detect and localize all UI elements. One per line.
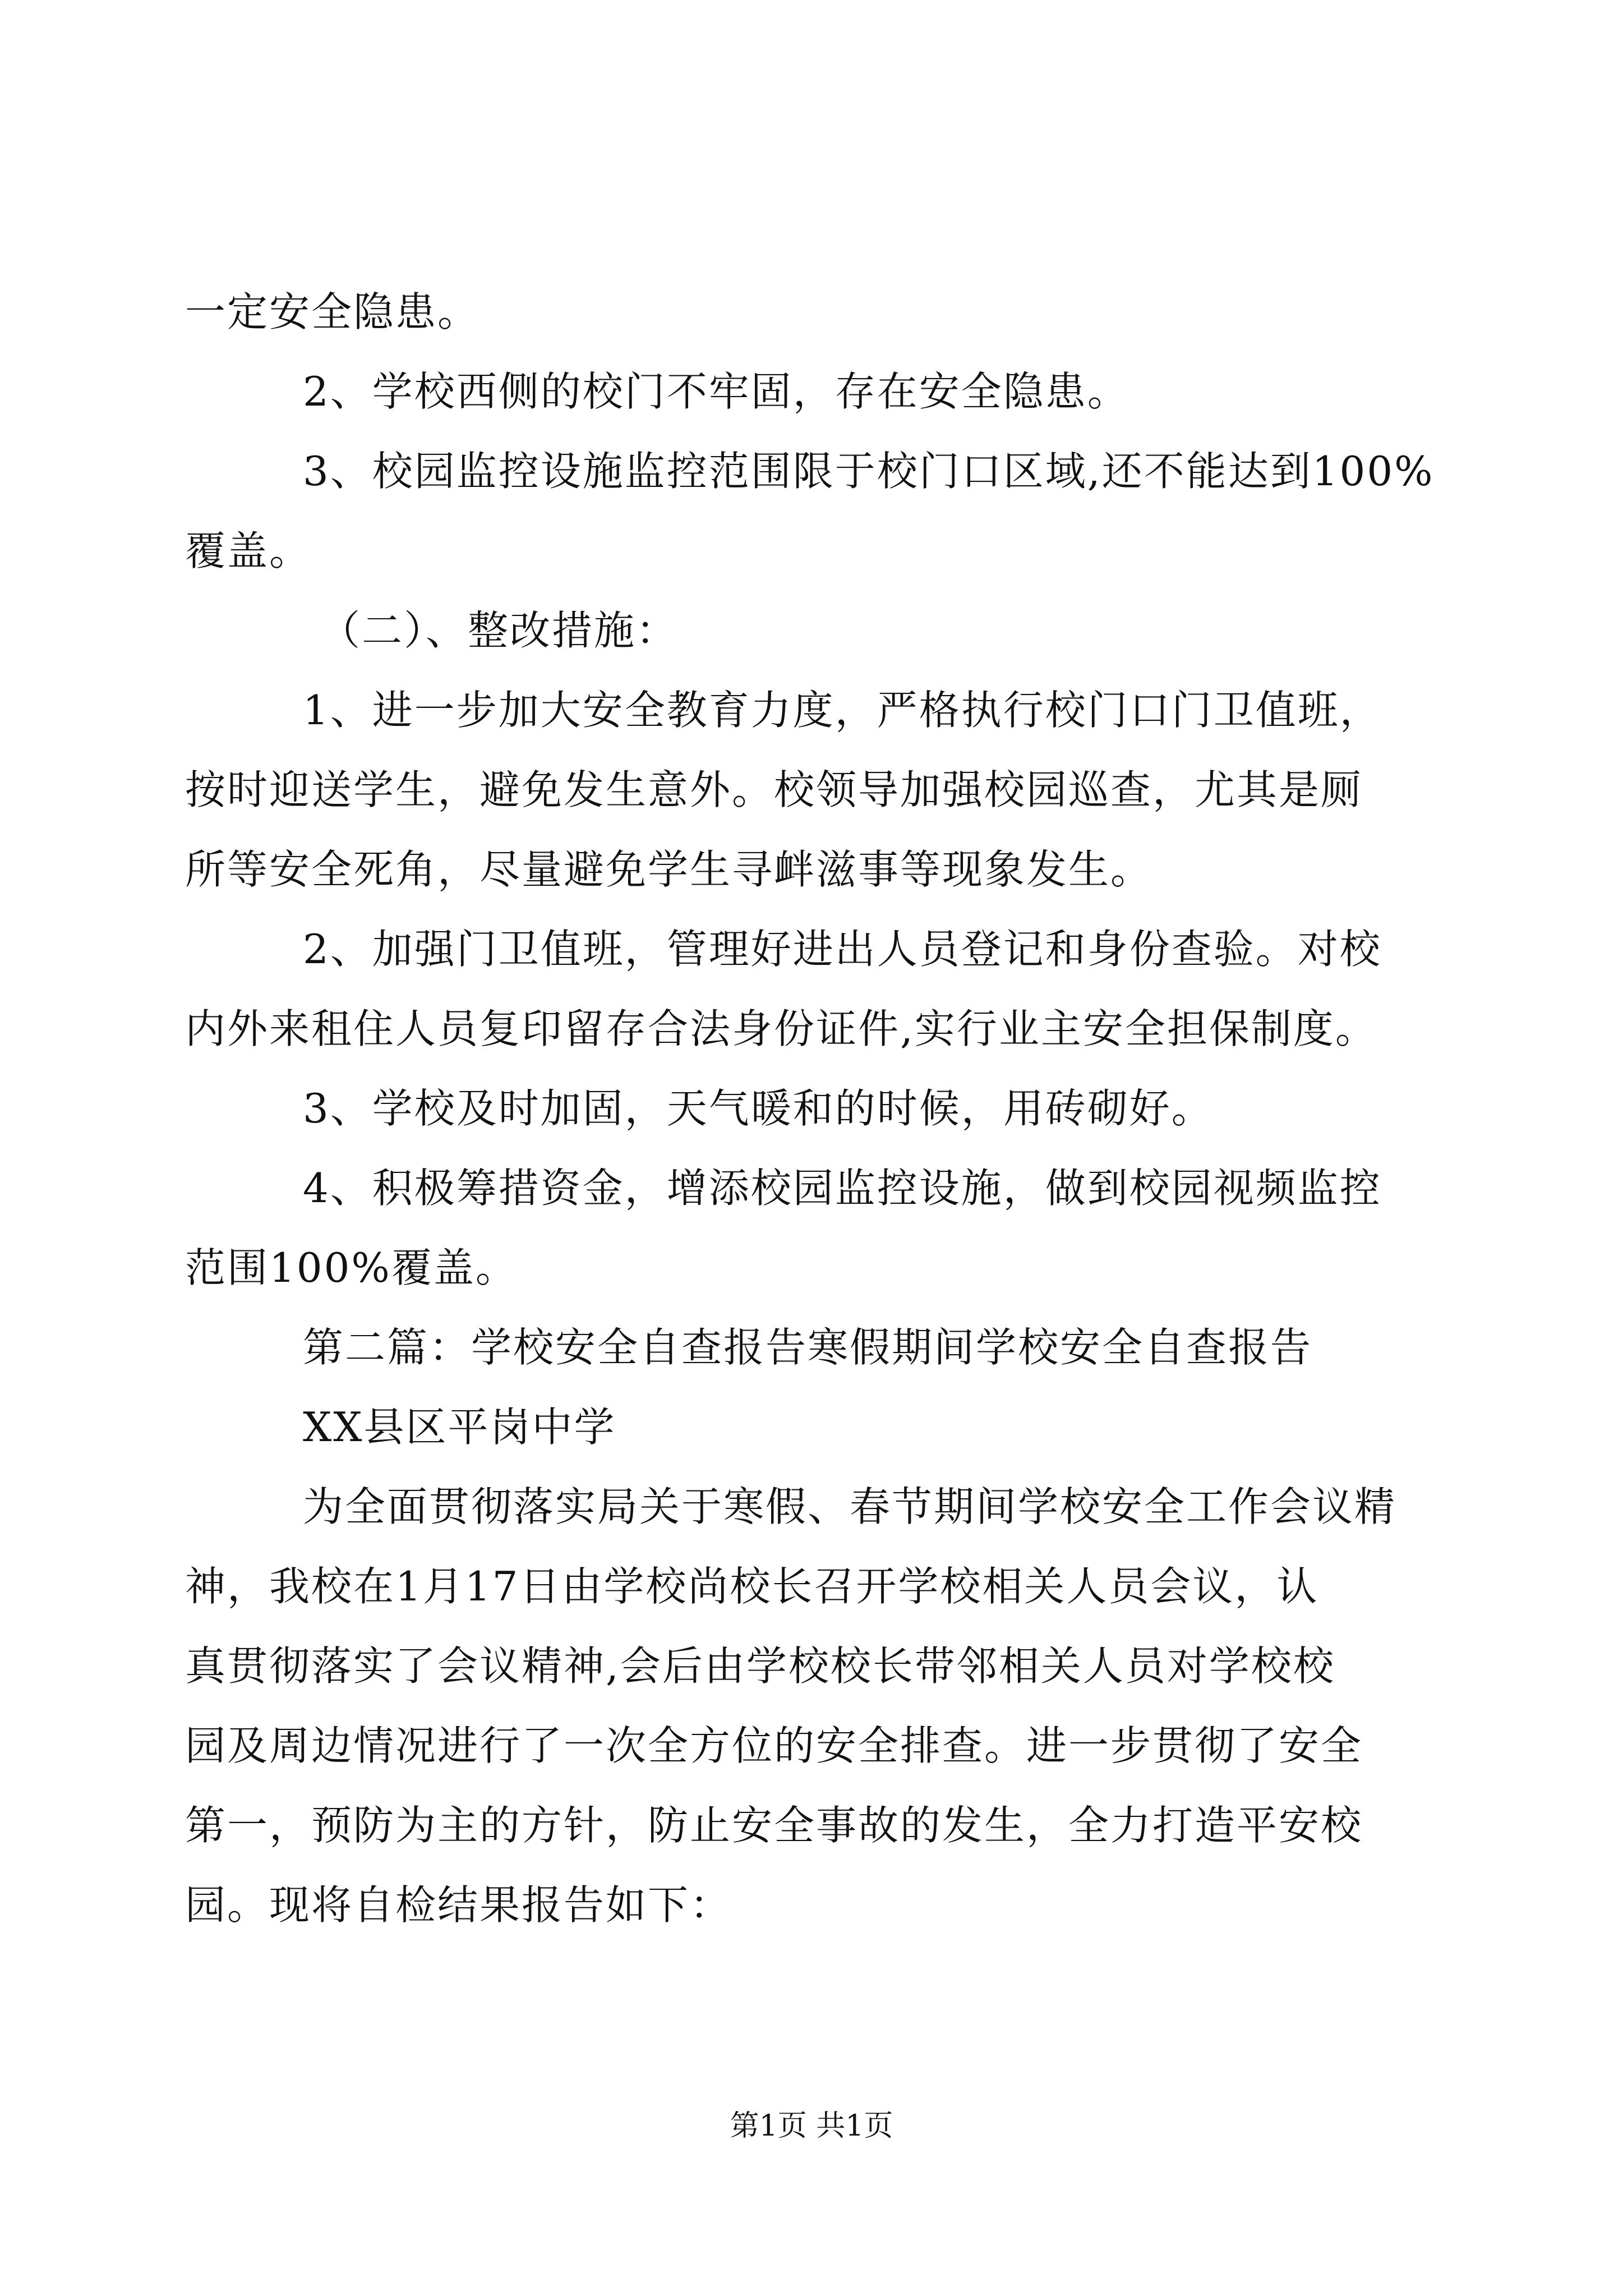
paragraph-line: 所等安全死角，尽量避免学生寻衅滋事等现象发生。 bbox=[185, 846, 1153, 893]
paragraph-line: 1、进一步加大安全教育力度，严格执行校门口门卫值班， bbox=[303, 687, 1382, 734]
paragraph-line: 园。现将自检结果报告如下： bbox=[185, 1881, 732, 1929]
document-body bbox=[185, 272, 1441, 1945]
page-footer: 第1页 共1页 bbox=[730, 2109, 893, 2143]
paragraph-line: 按时迎送学生，避免发生意外。校领导加强校园巡查，尤其是厕 bbox=[185, 766, 1363, 813]
section-heading: （二）、整改措施： bbox=[320, 607, 679, 654]
paragraph-line: 真贯彻落实了会议精神,会后由学校校长带邻相关人员对学校校 bbox=[185, 1642, 1335, 1690]
paragraph-line: 内外来租住人员复印留存合法身份证件,实行业主安全担保制度。 bbox=[185, 1005, 1377, 1052]
paragraph-line: 覆盖。 bbox=[185, 527, 312, 574]
paragraph-line: 一定安全隐患。 bbox=[185, 288, 480, 335]
article-title: 第二篇：学校安全自查报告寒假期间学校安全自查报告 bbox=[303, 1324, 1313, 1371]
paragraph-line: 神，我校在1月17日由学校尚校长召开学校相关人员会议，认 bbox=[185, 1563, 1319, 1610]
paragraph-line: 2、学校西侧的校门不牢固，存在安全隐患。 bbox=[303, 368, 1129, 415]
paragraph-line: 2、加强门卫值班，管理好进出人员登记和身份查验。对校 bbox=[303, 926, 1382, 973]
paragraph-line: 4、积极筹措资金，增添校园监控设施，做到校园视频监控 bbox=[303, 1165, 1382, 1212]
paragraph-line: 第一，预防为主的方针，防止安全事故的发生，全力打造平安校 bbox=[185, 1802, 1363, 1849]
paragraph-line: 3、学校及时加固，天气暖和的时候，用砖砌好。 bbox=[303, 1085, 1214, 1132]
paragraph-line: 为全面贯彻落实局关于寒假、春节期间学校安全工作会议精 bbox=[303, 1483, 1397, 1530]
paragraph-line: 范围100%覆盖。 bbox=[185, 1244, 518, 1291]
school-name: XX县区平岗中学 bbox=[303, 1404, 616, 1451]
paragraph-line: 3、校园监控设施监控范围限于校门口区域,还不能达到100% bbox=[303, 448, 1435, 495]
paragraph-line: 园及周边情况进行了一次全方位的安全排查。进一步贯彻了安全 bbox=[185, 1722, 1363, 1769]
